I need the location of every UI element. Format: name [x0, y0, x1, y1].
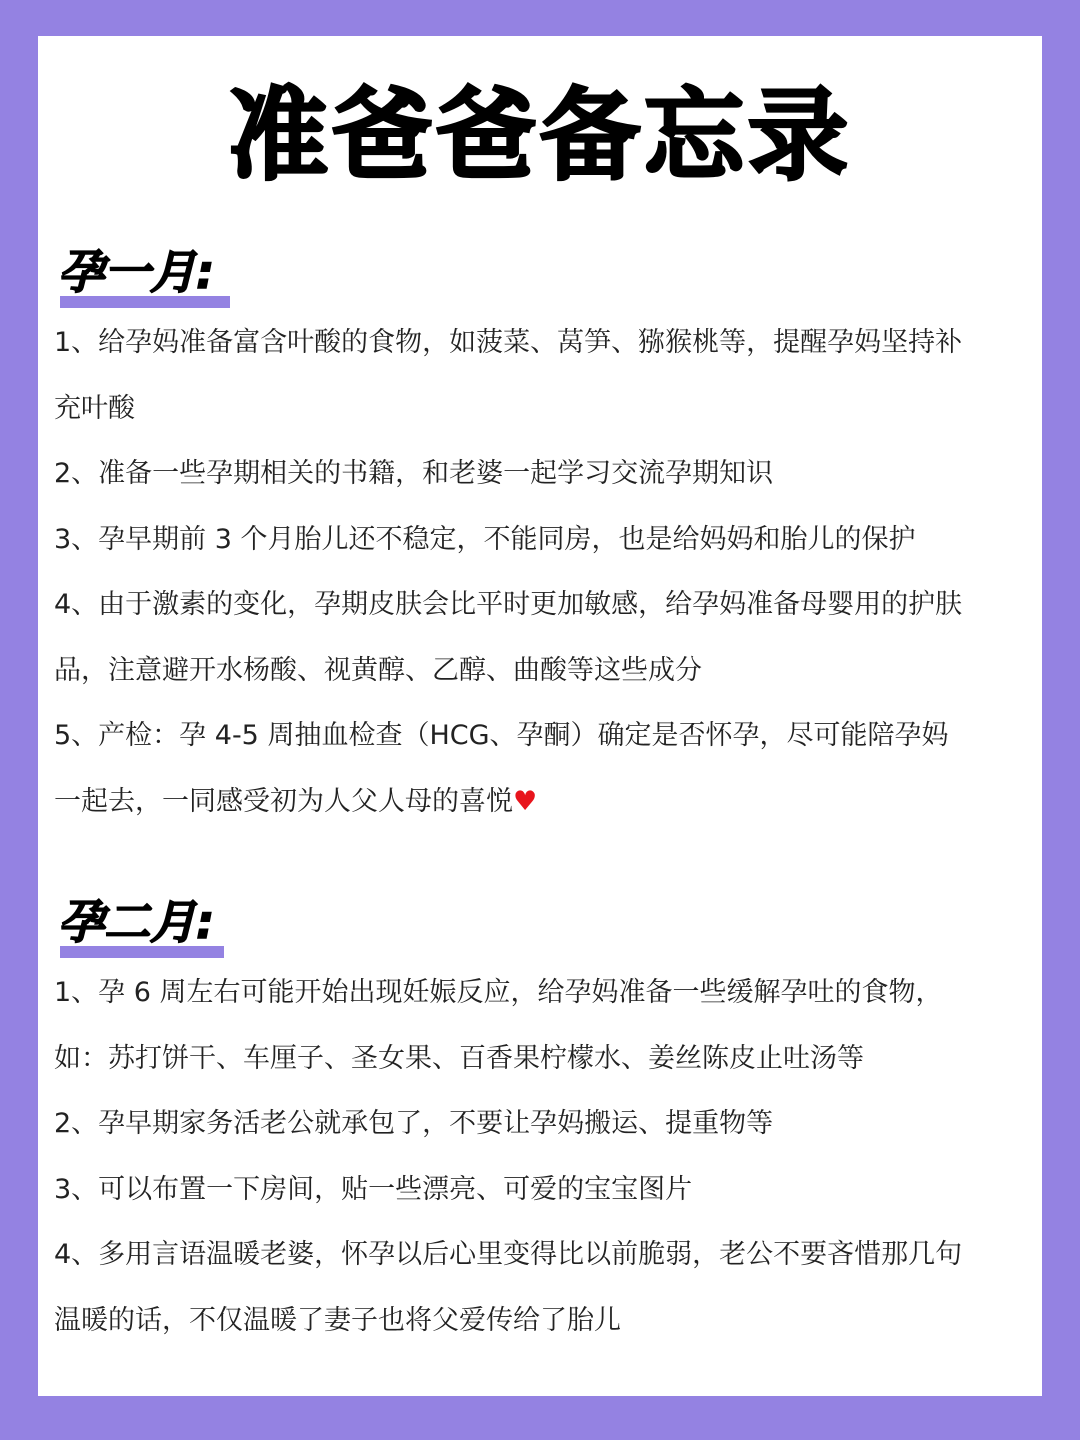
text-line: 4、由于激素的变化，孕期皮肤会比平时更加敏感，给孕妈准备母婴用的护肤 — [54, 589, 963, 620]
heading-text: 孕一月: — [58, 245, 215, 299]
text-line: 3、可以布置一下房间，贴一些漂亮、可爱的宝宝图片 — [54, 1173, 693, 1205]
text-line: 1、给孕妈准备富含叶酸的食物，如菠菜、莴笋、猕猴桃等，提醒孕妈坚持补 — [54, 327, 963, 358]
memo-card — [38, 36, 1042, 1396]
page-title: 准爸爸备忘录 — [228, 77, 852, 194]
text-line: 5、产检：孕 4-5 周抽血检查（HCG、孕酮）确定是否怀孕，尽可能陪孕妈 — [54, 720, 949, 751]
text-line: 4、多用言语温暖老婆，怀孕以后心里变得比以前脆弱，老公不要吝惜那几句 — [54, 1239, 963, 1270]
text-line: 1、孕 6 周左右可能开始出现妊娠反应，给孕妈准备一些缓解孕吐的食物， — [54, 977, 943, 1008]
text-line: 如：苏打饼干、车厘子、圣女果、百香果柠檬水、姜丝陈皮止吐汤等 — [54, 1042, 864, 1074]
section-month-1 — [54, 244, 1034, 834]
text-line-content: 一起去，一同感受初为人父人母的喜悦 — [54, 785, 513, 817]
text-line: 2、准备一些孕期相关的书籍，和老婆一起学习交流孕期知识 — [54, 458, 774, 489]
text-line: 温暖的话，不仅温暖了妻子也将父爱传给了胎儿 — [54, 1304, 621, 1336]
text-line: 2、孕早期家务活老公就承包了，不要让孕妈搬运、提重物等 — [54, 1108, 774, 1139]
section-heading — [54, 244, 1034, 310]
text-line — [54, 769, 1034, 835]
heart-icon: ♥ — [513, 785, 538, 817]
heading-text: 孕二月: — [58, 895, 215, 949]
text-line: 充叶酸 — [54, 392, 135, 424]
section-heading — [54, 894, 1034, 960]
text-line: 3、孕早期前 3 个月胎儿还不稳定，不能同房，也是给妈妈和胎儿的保护 — [54, 523, 916, 555]
text-line: 品，注意避开水杨酸、视黄醇、乙醇、曲酸等这些成分 — [54, 654, 702, 686]
section-month-2 — [54, 894, 1034, 1353]
